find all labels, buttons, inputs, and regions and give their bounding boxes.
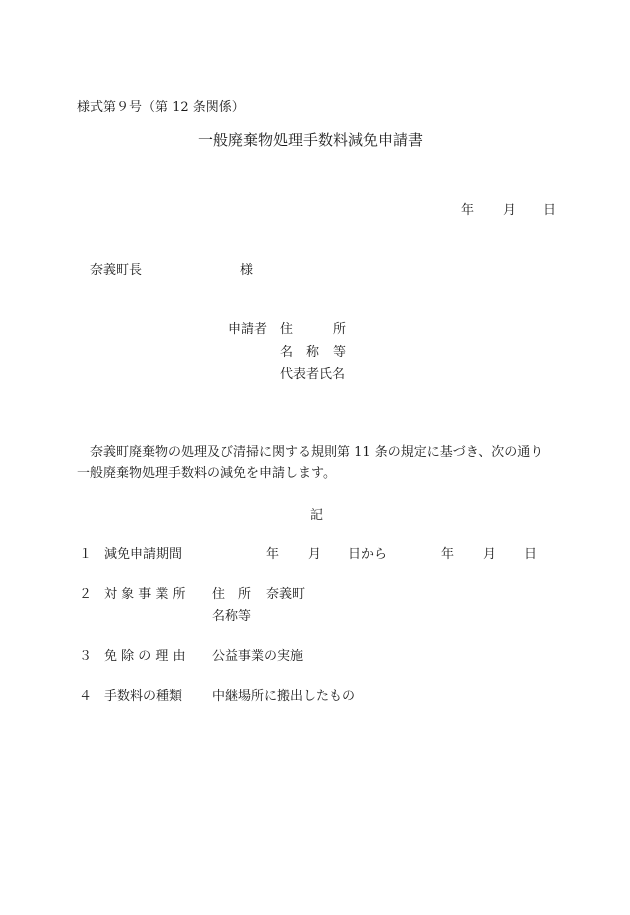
facility-address-label: 住 所 [212,587,252,602]
facility-name-label: 名称等 [212,609,252,624]
item-value: 公益事業の実施 [212,649,304,664]
period-to-month: 月 [483,547,497,562]
applicant-representative-label: 代表者氏名 [280,367,346,382]
applicant-address-label-2: 所 [333,322,347,337]
period-to-year: 年 [441,547,455,562]
document-title: 一般廃棄物処理手数料減免申請書 [198,131,424,149]
item-value: 中継場所に搬出したもの [212,689,356,704]
applicant-name-label-2: 称 [306,345,320,360]
addressee-honorific: 様 [240,263,254,278]
item-number: ２ [79,587,93,602]
body-line-2: 一般廃棄物処理手数料の減免を申請します。 [77,466,336,481]
applicant-address-label-1: 住 [280,322,294,337]
item-label: 対 象 事 業 所 [104,587,186,602]
item-label: 免 除 の 理 由 [104,649,186,664]
item-label: 手数料の種類 [104,689,183,704]
period-from-year: 年 [266,547,280,562]
item-label: 減免申請期間 [104,547,183,562]
item-number: ３ [79,649,93,664]
item-number: １ [79,547,93,562]
form-number: 様式第９号（第 12 条関係） [77,100,245,115]
period-from-day: 日から [348,547,388,562]
facility-address-value: 奈義町 [266,587,306,602]
addressee-name: 奈義町長 [90,263,143,278]
date-year: 年 [461,203,475,218]
applicant-name-label-3: 等 [333,345,347,360]
item-number: ４ [79,689,93,704]
period-to-day: 日 [524,547,538,562]
body-paragraph [77,442,567,484]
body-line-1: 奈義町廃棄物の処理及び清掃に関する規則第 11 条の規定に基づき、次の通り [90,445,544,460]
applicant-name-label-1: 名 [280,345,294,360]
period-from-month: 月 [308,547,322,562]
ki-heading: 記 [310,508,324,523]
date-month: 月 [503,203,517,218]
applicant-label: 申請者 [228,322,268,337]
date-day: 日 [543,203,557,218]
